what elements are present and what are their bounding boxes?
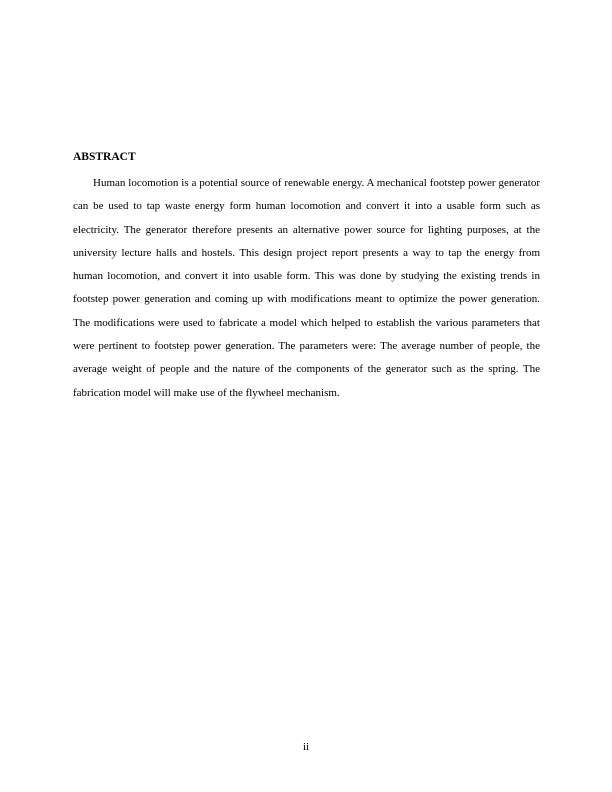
abstract-body-paragraph: Human locomotion is a potential source of renewable energy. A mechanical footstep power generator can be used to tap waste energy form human locomotion and convert it into a usable form such as electricity. The generator therefore presents an alternative power source for lighting purposes, at the university lecture halls and hostels. This design project report presents a way to tap the energy from human locomotion, and convert it into usable form. This was done by studying the existing trends in footstep power generation and coming up with modifications meant to optimize the power generation. The modifications were used to fabricate a model which helped to establish the various parameters that were pertinent to footstep power generation. The parameters were: The average number of people, the average weight of people and the nature of the components of the generator such as the spring. The fabrication model will make use of the flywheel mechanism.: [73, 177, 540, 399]
page-number: ii: [302, 741, 310, 753]
abstract-heading: ABSTRACT: [73, 151, 136, 163]
